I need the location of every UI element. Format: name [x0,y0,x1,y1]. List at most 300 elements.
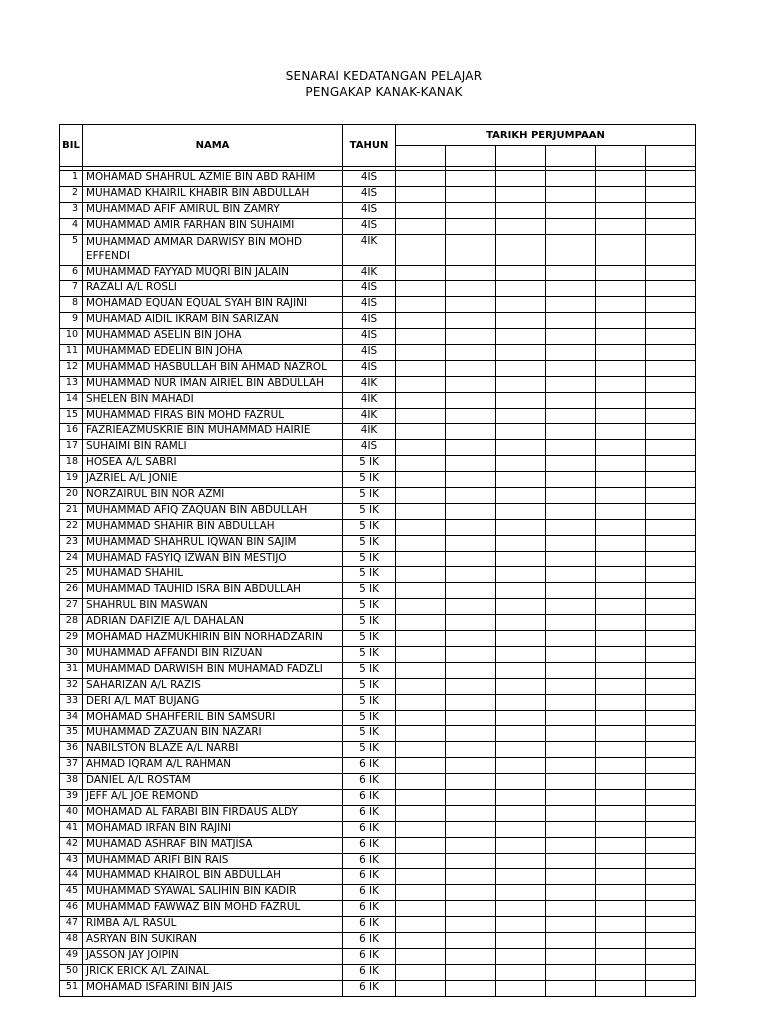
attendance-cell [596,202,646,218]
attendance-cell [496,583,546,599]
row-number: 16 [60,424,83,440]
attendance-cell [396,376,446,392]
attendance-cell [496,265,546,281]
document-subtitle: PENGAKAP KANAK-KANAK [305,85,463,99]
attendance-cell [646,774,696,790]
attendance-cell [646,837,696,853]
student-class: 4IS [343,360,396,376]
attendance-cell [646,964,696,980]
attendance-cell [596,885,646,901]
student-class: 6 IK [343,774,396,790]
attendance-cell [646,869,696,885]
attendance-cell [546,440,596,456]
attendance-cell [396,345,446,361]
attendance-cell [646,456,696,472]
table-row [60,376,696,392]
student-name: MUHAMAD FASYIQ IZWAN BIN MESTIJO [83,551,343,567]
row-number: 9 [60,313,83,329]
attendance-cell [596,853,646,869]
row-number: 32 [60,678,83,694]
attendance-table [59,124,696,997]
row-number: 33 [60,694,83,710]
attendance-cell [446,948,496,964]
row-number: 4 [60,218,83,234]
student-class: 5 IK [343,662,396,678]
attendance-cell [546,901,596,917]
attendance-cell [596,281,646,297]
attendance-cell [546,678,596,694]
table-row [60,281,696,297]
attendance-cell [396,774,446,790]
table-row [60,329,696,345]
attendance-cell [546,742,596,758]
attendance-cell [546,234,596,265]
attendance-cell [496,408,546,424]
table-row [60,408,696,424]
attendance-cell [546,313,596,329]
attendance-cell [396,519,446,535]
student-class: 5 IK [343,726,396,742]
attendance-cell [396,186,446,202]
attendance-cell [596,774,646,790]
table-row [60,615,696,631]
attendance-cell [596,376,646,392]
table-row [60,171,696,187]
attendance-cell [496,805,546,821]
attendance-cell [496,171,546,187]
attendance-cell [396,980,446,996]
student-name: SUHAIMI BIN RAMLI [83,440,343,456]
attendance-cell [396,742,446,758]
student-name: MUHAMMAD SYAWAL SALIHIN BIN KADIR [83,885,343,901]
student-name: RIMBA A/L RASUL [83,917,343,933]
row-number: 29 [60,631,83,647]
attendance-cell [646,488,696,504]
attendance-cell [596,218,646,234]
attendance-cell [646,424,696,440]
row-number: 30 [60,646,83,662]
student-class: 5 IK [343,519,396,535]
attendance-cell [446,710,496,726]
attendance-cell [446,281,496,297]
date-cell [496,146,546,167]
attendance-cell [446,519,496,535]
attendance-cell [496,488,546,504]
table-row [60,488,696,504]
attendance-cell [446,583,496,599]
attendance-cell [646,503,696,519]
attendance-cell [496,631,546,647]
attendance-cell [496,885,546,901]
table-row [60,789,696,805]
table-row [60,345,696,361]
student-class: 4IS [343,171,396,187]
attendance-cell [596,503,646,519]
attendance-cell [496,821,546,837]
attendance-cell [446,297,496,313]
student-class: 5 IK [343,488,396,504]
attendance-cell [546,710,596,726]
table-row [60,313,696,329]
attendance-cell [546,456,596,472]
attendance-cell [646,758,696,774]
attendance-cell [396,805,446,821]
attendance-cell [496,234,546,265]
attendance-cell [546,837,596,853]
student-class: 6 IK [343,758,396,774]
attendance-cell [546,805,596,821]
attendance-cell [546,376,596,392]
table-row [60,805,696,821]
attendance-cell [446,171,496,187]
table-row [60,297,696,313]
student-class: 6 IK [343,821,396,837]
attendance-cell [596,392,646,408]
attendance-cell [596,805,646,821]
attendance-cell [496,567,546,583]
table-row [60,631,696,647]
attendance-cell [396,901,446,917]
attendance-cell [446,408,496,424]
attendance-cell [396,964,446,980]
student-class: 4IS [343,345,396,361]
student-name: MUHAMMAD ASELIN BIN JOHA [83,329,343,345]
attendance-cell [396,646,446,662]
attendance-rows [60,171,696,997]
table-row [60,567,696,583]
student-name: MOHAMAD AL FARABI BIN FIRDAUS ALDY [83,805,343,821]
attendance-cell [596,789,646,805]
student-class: 4IS [343,329,396,345]
attendance-cell [546,758,596,774]
attendance-cell [396,234,446,265]
attendance-cell [596,567,646,583]
attendance-cell [646,662,696,678]
student-name: MOHAMAD SHAHRUL AZMIE BIN ABD RAHIM [83,171,343,187]
attendance-cell [646,472,696,488]
row-number: 17 [60,440,83,456]
student-name: MUHAMMAD SHAHIR BIN ABDULLAH [83,519,343,535]
attendance-cell [396,392,446,408]
attendance-cell [496,297,546,313]
attendance-cell [646,345,696,361]
attendance-cell [446,758,496,774]
attendance-cell [446,821,496,837]
attendance-cell [546,948,596,964]
attendance-cell [596,535,646,551]
student-name: AHMAD IQRAM A/L RAHMAN [83,758,343,774]
attendance-cell [646,901,696,917]
student-name: MUHAMMAD ZAZUAN BIN NAZARI [83,726,343,742]
student-class: 4IK [343,265,396,281]
attendance-cell [396,932,446,948]
attendance-cell [496,599,546,615]
attendance-cell [446,615,496,631]
attendance-cell [396,297,446,313]
row-number: 50 [60,964,83,980]
student-class: 4IK [343,392,396,408]
row-number: 14 [60,392,83,408]
attendance-cell [546,615,596,631]
row-number: 43 [60,853,83,869]
attendance-cell [646,853,696,869]
attendance-cell [646,313,696,329]
attendance-cell [646,297,696,313]
attendance-cell [546,567,596,583]
attendance-cell [496,726,546,742]
student-class: 4IK [343,424,396,440]
attendance-cell [496,917,546,933]
attendance-cell [596,662,646,678]
attendance-cell [446,488,496,504]
row-number: 21 [60,503,83,519]
attendance-cell [496,519,546,535]
attendance-cell [596,360,646,376]
attendance-cell [646,599,696,615]
attendance-cell [646,171,696,187]
row-number: 35 [60,726,83,742]
attendance-cell [496,551,546,567]
attendance-cell [646,519,696,535]
attendance-cell [646,694,696,710]
table-row [60,456,696,472]
student-class: 6 IK [343,980,396,996]
attendance-cell [446,917,496,933]
student-name: MOHAMAD EQUAN EQUAL SYAH BIN RAJINI [83,297,343,313]
table-row [60,932,696,948]
student-class: 4IS [343,186,396,202]
attendance-cell [396,662,446,678]
attendance-cell [396,821,446,837]
table-row [60,646,696,662]
student-class: 5 IK [343,551,396,567]
row-number: 20 [60,488,83,504]
date-cell [596,146,646,167]
attendance-cell [446,535,496,551]
attendance-cell [496,218,546,234]
attendance-cell [546,345,596,361]
student-name: MUHAMMAD ARIFI BIN RAIS [83,853,343,869]
table-row [60,853,696,869]
student-name: JEFF A/L JOE REMOND [83,789,343,805]
attendance-cell [596,742,646,758]
attendance-cell [596,646,646,662]
attendance-cell [496,774,546,790]
student-class: 5 IK [343,694,396,710]
student-name: SAHARIZAN A/L RAZIS [83,678,343,694]
attendance-cell [546,424,596,440]
table-row [60,186,696,202]
student-name: DANIEL A/L ROSTAM [83,774,343,790]
attendance-cell [596,821,646,837]
attendance-cell [496,853,546,869]
student-class: 5 IK [343,503,396,519]
attendance-cell [396,456,446,472]
row-number: 15 [60,408,83,424]
row-number: 47 [60,917,83,933]
attendance-cell [446,376,496,392]
row-number: 49 [60,948,83,964]
attendance-cell [496,535,546,551]
attendance-cell [596,694,646,710]
student-name: MUHAMMAD EDELIN BIN JOHA [83,345,343,361]
attendance-cell [646,821,696,837]
row-number: 1 [60,171,83,187]
student-name: SHAHRUL BIN MASWAN [83,599,343,615]
student-class: 5 IK [343,742,396,758]
attendance-cell [396,281,446,297]
attendance-cell [496,376,546,392]
attendance-cell [596,456,646,472]
table-row [60,694,696,710]
attendance-cell [546,392,596,408]
attendance-cell [396,948,446,964]
student-class: 4IS [343,297,396,313]
row-number: 46 [60,901,83,917]
attendance-cell [396,503,446,519]
attendance-cell [396,917,446,933]
attendance-cell [446,313,496,329]
attendance-cell [646,281,696,297]
attendance-cell [446,678,496,694]
attendance-cell [396,424,446,440]
attendance-cell [596,583,646,599]
attendance-cell [596,631,646,647]
attendance-cell [396,678,446,694]
attendance-cell [646,202,696,218]
attendance-cell [446,202,496,218]
student-name: MUHAMMAD FAYYAD MUQRI BIN JALAIN [83,265,343,281]
student-class: 4IS [343,281,396,297]
table-row [60,519,696,535]
attendance-cell [596,297,646,313]
attendance-cell [396,567,446,583]
row-number: 26 [60,583,83,599]
table-row [60,202,696,218]
row-number: 25 [60,567,83,583]
student-class: 5 IK [343,535,396,551]
attendance-cell [446,186,496,202]
attendance-cell [446,964,496,980]
student-name: SHELEN BIN MAHADI [83,392,343,408]
attendance-cell [396,583,446,599]
student-class: 4IS [343,313,396,329]
attendance-cell [546,980,596,996]
student-name: MUHAMMAD NUR IMAN AIRIEL BIN ABDULLAH [83,376,343,392]
student-class: 5 IK [343,710,396,726]
attendance-cell [396,869,446,885]
student-class: 4IK [343,376,396,392]
row-number: 39 [60,789,83,805]
attendance-cell [396,329,446,345]
student-class: 4IS [343,440,396,456]
attendance-cell [596,440,646,456]
row-number: 34 [60,710,83,726]
attendance-cell [496,456,546,472]
attendance-cell [496,313,546,329]
attendance-cell [496,932,546,948]
attendance-cell [496,710,546,726]
row-number: 13 [60,376,83,392]
attendance-cell [496,948,546,964]
table-row [60,583,696,599]
row-number: 28 [60,615,83,631]
attendance-cell [646,948,696,964]
attendance-cell [646,885,696,901]
attendance-cell [446,869,496,885]
document-title: SENARAI KEDATANGAN PELAJAR [285,69,483,83]
attendance-cell [596,599,646,615]
attendance-cell [396,535,446,551]
student-name: MUHAMMAD AFIF AMIRUL BIN ZAMRY [83,202,343,218]
attendance-cell [546,186,596,202]
attendance-cell [546,519,596,535]
attendance-cell [446,631,496,647]
attendance-cell [546,583,596,599]
attendance-cell [446,646,496,662]
row-number: 24 [60,551,83,567]
attendance-cell [496,615,546,631]
attendance-cell [646,265,696,281]
student-name: MUHAMMAD FIRAS BIN MOHD FAZRUL [83,408,343,424]
student-name: JRICK ERICK A/L ZAINAL [83,964,343,980]
student-class: 6 IK [343,964,396,980]
attendance-cell [546,535,596,551]
table-row [60,885,696,901]
attendance-cell [446,472,496,488]
attendance-cell [396,631,446,647]
table-row [60,440,696,456]
attendance-cell [546,202,596,218]
table-row [60,265,696,281]
attendance-cell [546,488,596,504]
attendance-cell [496,472,546,488]
attendance-cell [596,964,646,980]
attendance-cell [646,980,696,996]
student-name: MUHAMAD SHAHIL [83,567,343,583]
attendance-cell [396,726,446,742]
attendance-cell [546,171,596,187]
student-name: MUHAMMAD HASBULLAH BIN AHMAD NAZROL [83,360,343,376]
row-number: 38 [60,774,83,790]
student-class: 6 IK [343,885,396,901]
date-cell [646,146,696,167]
table-row [60,742,696,758]
attendance-cell [496,869,546,885]
table-row [60,424,696,440]
attendance-cell [596,980,646,996]
table-row [60,551,696,567]
row-number: 6 [60,265,83,281]
table-row [60,901,696,917]
student-name: MUHAMMAD FAWWAZ BIN MOHD FAZRUL [83,901,343,917]
student-class: 4IS [343,218,396,234]
row-number: 19 [60,472,83,488]
row-number: 45 [60,885,83,901]
attendance-cell [546,789,596,805]
attendance-cell [446,265,496,281]
attendance-cell [546,218,596,234]
attendance-cell [646,917,696,933]
attendance-cell [646,535,696,551]
attendance-cell [646,218,696,234]
attendance-cell [596,678,646,694]
attendance-cell [446,837,496,853]
attendance-cell [596,948,646,964]
student-name: MUHAMMAD TAUHID ISRA BIN ABDULLAH [83,583,343,599]
attendance-cell [446,218,496,234]
attendance-cell [446,789,496,805]
